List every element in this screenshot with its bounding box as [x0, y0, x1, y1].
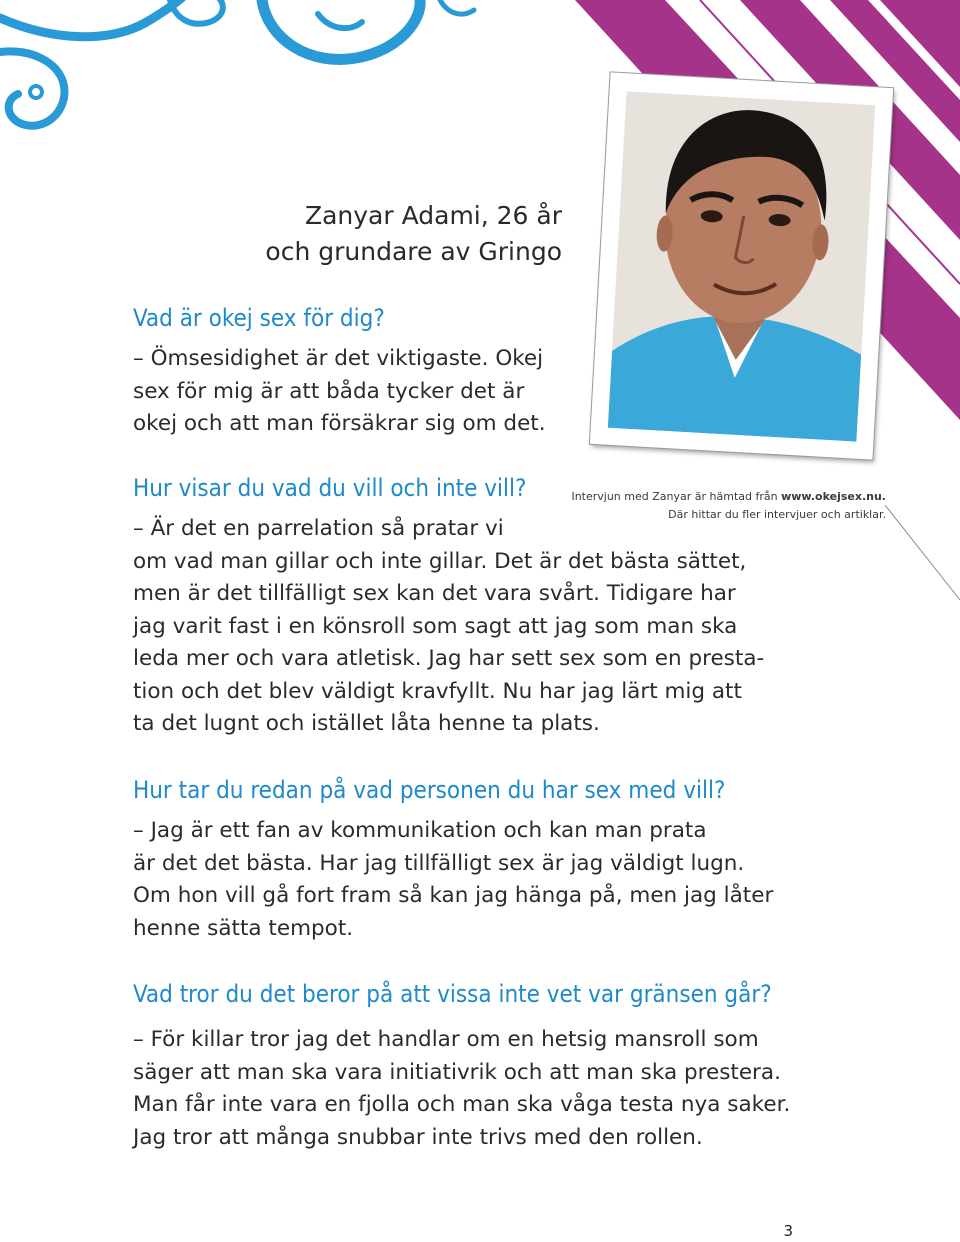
answer-4-line: – För killar tror jag det handlar om en hetsig mansroll som: [133, 1027, 759, 1052]
answer-1-line: – Ömsesidighet är det viktigaste. Okej: [133, 346, 544, 371]
answer-2-line: leda mer och vara atletisk. Jag har sett sex som en presta-: [133, 646, 765, 671]
blue-swirl-decoration: [0, 0, 474, 126]
answer-4-line: Jag tror att många snubbar inte trivs med den rollen.: [133, 1124, 703, 1150]
question-1: Vad är okej sex för dig?: [133, 304, 385, 332]
portrait-photo-frame: [590, 72, 893, 459]
caption-prefix: Intervjun med Zanyar är hämtad från: [571, 490, 782, 503]
answer-1: [133, 343, 546, 441]
answer-2: [133, 513, 764, 741]
answer-2-line: men är det tillfälligt sex kan det vara svårt. Tidigare har: [133, 581, 736, 606]
answer-4-line: säger att man ska vara initiativrik och att man ska prestera.: [133, 1059, 781, 1085]
answer-3: [133, 815, 773, 945]
question-4: Vad tror du det beror på att vissa inte vet var gränsen går?: [133, 980, 772, 1008]
question-3: Hur tar du redan på vad personen du har sex med vill?: [133, 776, 726, 804]
page-number: 3: [783, 1222, 793, 1240]
caption-line-2: Där hittar du fler intervjuer och artiklar.: [668, 508, 886, 521]
answer-3-line: – Jag är ett fan av kommunikation och kan man prata: [133, 818, 707, 843]
answer-1-line: sex för mig är att båda tycker det är: [133, 378, 525, 404]
portrait-photo: [608, 91, 875, 441]
answer-4-line: Man får inte vara en fjolla och man ska våga testa nya saker.: [133, 1092, 791, 1117]
answer-4: [133, 1024, 790, 1154]
interview-title: [265, 198, 562, 270]
answer-3-line: henne sätta tempot.: [133, 915, 354, 941]
answer-2-line: jag varit fast i en könsroll som sagt att jag som man ska: [133, 613, 738, 639]
answer-3-line: är det det bästa. Har jag tillfälligt sex är jag väldigt lugn.: [133, 850, 745, 876]
title-name-line: Zanyar Adami, 26 år: [304, 201, 562, 230]
caption-line-1: [571, 488, 886, 506]
answer-2-line: tion och det blev väldigt kravfyllt. Nu har jag lärt mig att: [133, 678, 742, 704]
title-role-line: och grundare av Gringo: [265, 237, 562, 266]
caption-site-link[interactable]: www.okejsex.nu.: [781, 490, 886, 503]
portrait-illustration: [608, 91, 875, 441]
answer-2-line: om vad man gillar och inte gillar. Det är det bästa sättet,: [133, 548, 747, 574]
answer-2-line: – Är det en parrelation så pratar vi: [133, 516, 504, 541]
answer-3-line: Om hon vill gå fort fram så kan jag hänga på, men jag låter: [133, 883, 774, 908]
question-2: Hur visar du vad du vill och inte vill?: [133, 474, 527, 502]
answer-1-line: okej och att man försäkrar sig om det.: [133, 411, 546, 436]
answer-2-line: ta det lugnt och istället låta henne ta plats.: [133, 711, 600, 736]
